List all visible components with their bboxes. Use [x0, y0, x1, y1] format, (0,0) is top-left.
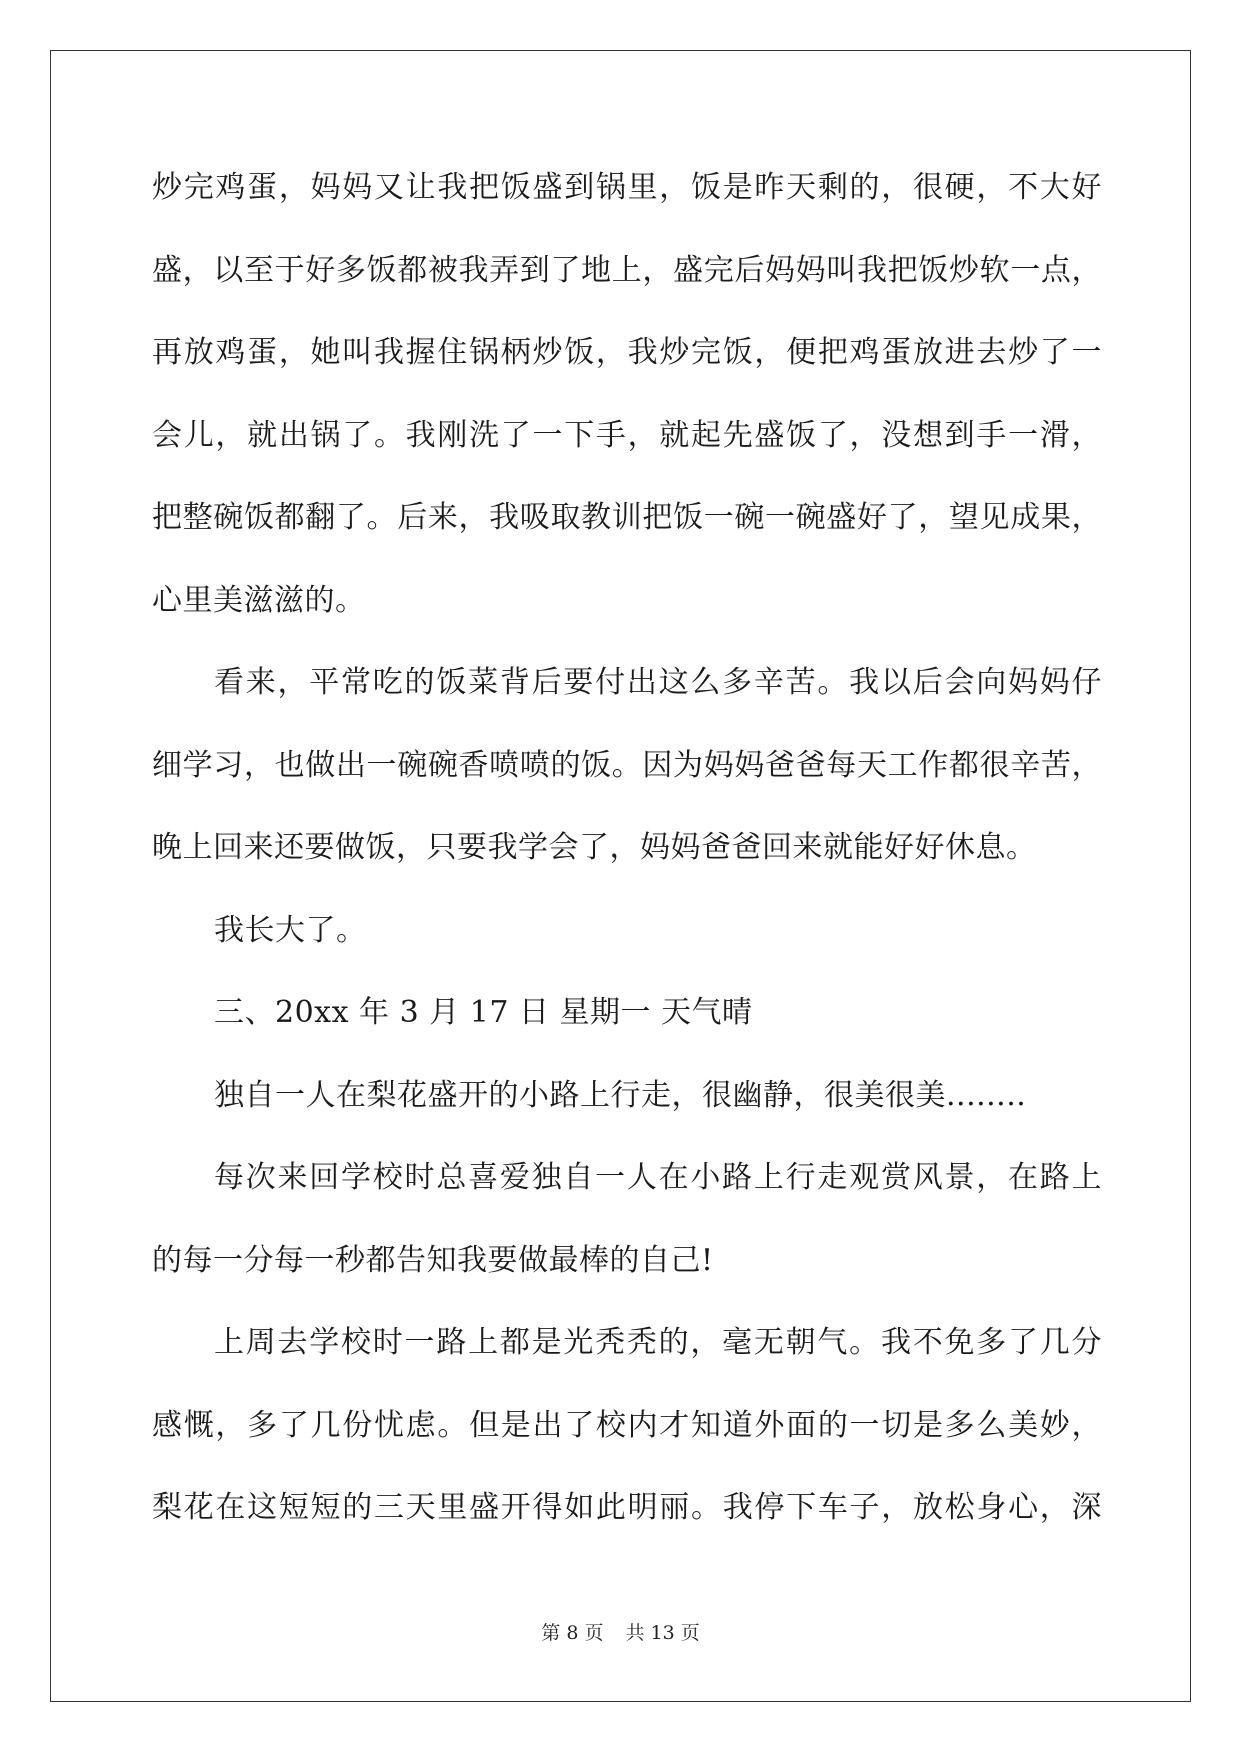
text-line: 感慨，多了几份忧虑。但是出了校内才知道外面的一切是多么美妙， [152, 1407, 1102, 1443]
text-line: 独自一人在梨花盛开的小路上行走，很幽静，很美很美........ [214, 1077, 1027, 1113]
text-line: 心里美滋滋的。 [152, 582, 366, 618]
page-number: 第 8 页 [541, 1622, 604, 1644]
text-line: 我长大了。 [214, 912, 367, 948]
text-line: 梨花在这短短的三天里盛开得如此明丽。我停下车子，放松身心，深 [152, 1490, 1102, 1525]
text-line: 再放鸡蛋，她叫我握住锅柄炒饭，我炒完饭，便把鸡蛋放进去炒了一 [152, 335, 1102, 370]
text-line: 盛，以至于好多饭都被我弄到了地上，盛完后妈妈叫我把饭炒软一点， [152, 252, 1102, 288]
text-line: 晚上回来还要做饭，只要我学会了，妈妈爸爸回来就能好好休息。 [152, 830, 1037, 865]
text-line: 炒完鸡蛋，妈妈又让我把饭盛到锅里，饭是昨天剩的，很硬，不大好 [152, 170, 1102, 205]
section-heading: 三、20xx 年 3 月 17 日 星期一 天气晴 [214, 995, 753, 1030]
text-line: 看来，平常吃的饭菜背后要付出这么多辛苦。我以后会向妈妈仔 [214, 665, 1102, 700]
page-footer [0, 1618, 1241, 1645]
text-line: 的每一分每一秒都告知我要做最棒的自己! [152, 1242, 714, 1278]
page-total: 共 13 页 [625, 1622, 700, 1644]
text-line: 上周去学校时一路上都是光秃秃的，毫无朝气。我不免多了几分 [214, 1325, 1102, 1360]
text-line: 细学习，也做出一碗碗香喷喷的饭。因为妈妈爸爸每天工作都很辛苦， [152, 747, 1102, 783]
text-line: 会儿，就出锅了。我刚洗了一下手，就起先盛饭了，没想到手一滑， [152, 417, 1102, 453]
text-line: 把整碗饭都翻了。后来，我吸取教训把饭一碗一碗盛好了，望见成果， [152, 500, 1102, 535]
document-body [152, 157, 1102, 1560]
text-line: 每次来回学校时总喜爱独自一人在小路上行走观赏风景，在路上 [214, 1160, 1102, 1195]
